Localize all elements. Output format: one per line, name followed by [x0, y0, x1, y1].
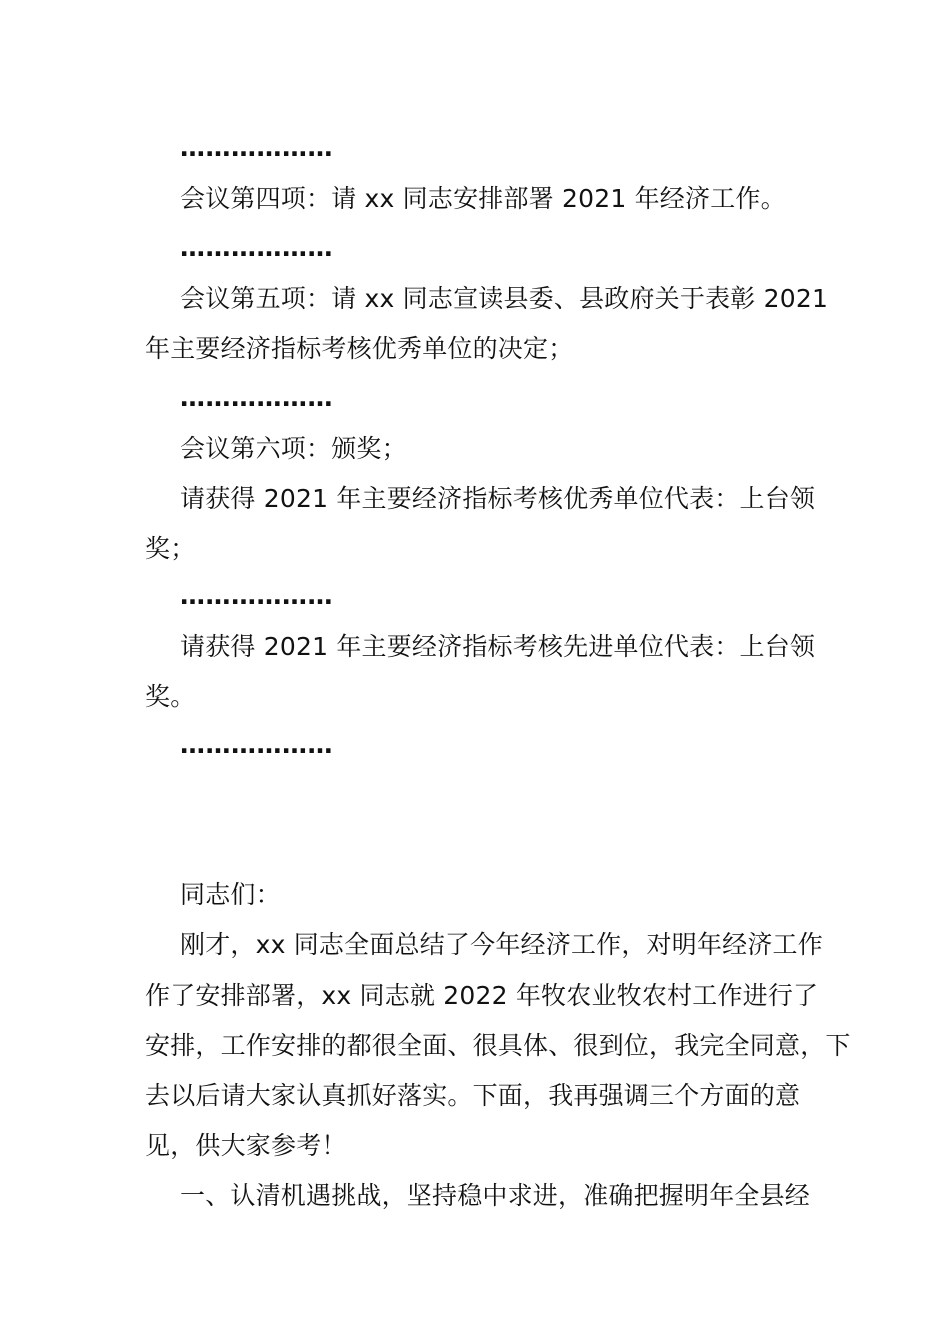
ellipsis-line: ……………… [180, 233, 333, 262]
ellipsis-line: ……………… [180, 383, 333, 412]
agenda-item-4: 会议第四项：请 xx 同志安排部署 2021 年经济工作。 [180, 184, 786, 213]
agenda-item-6: 会议第六项：颁奖； [180, 434, 407, 463]
section-heading-1: 一、认清机遇挑战，坚持稳中求进，准确把握明年全县经 [180, 1181, 811, 1210]
speech-paragraph-line: 安排，工作安排的都很全面、很具体、很到位，我完全同意，下 [145, 1031, 851, 1060]
ellipsis-line: ……………… [180, 581, 333, 610]
speech-paragraph-line: 作了安排部署，xx 同志就 2022 年牧农业牧农村工作进行了 [145, 981, 819, 1010]
ellipsis-line: ……………… [180, 730, 333, 759]
agenda-item-5: 会议第五项：请 xx 同志宣读县委、县政府关于表彰 2021 [180, 284, 829, 313]
agenda-item-5-cont: 年主要经济指标考核优秀单位的决定； [145, 334, 574, 363]
award-advanced: 请获得 2021 年主要经济指标考核先进单位代表：上台领 [180, 632, 816, 661]
award-excellent: 请获得 2021 年主要经济指标考核优秀单位代表：上台领 [180, 484, 816, 513]
speech-paragraph-line: 见，供大家参考！ [145, 1131, 347, 1160]
award-excellent-cont: 奖； [145, 534, 196, 563]
speech-paragraph-line: 刚才，xx 同志全面总结了今年经济工作，对明年经济工作 [180, 930, 823, 959]
ellipsis-line: ……………… [180, 133, 333, 162]
speech-paragraph-line: 去以后请大家认真抓好落实。下面，我再强调三个方面的意 [145, 1081, 801, 1110]
speech-salutation: 同志们： [180, 880, 281, 909]
award-advanced-cont: 奖。 [145, 682, 196, 711]
